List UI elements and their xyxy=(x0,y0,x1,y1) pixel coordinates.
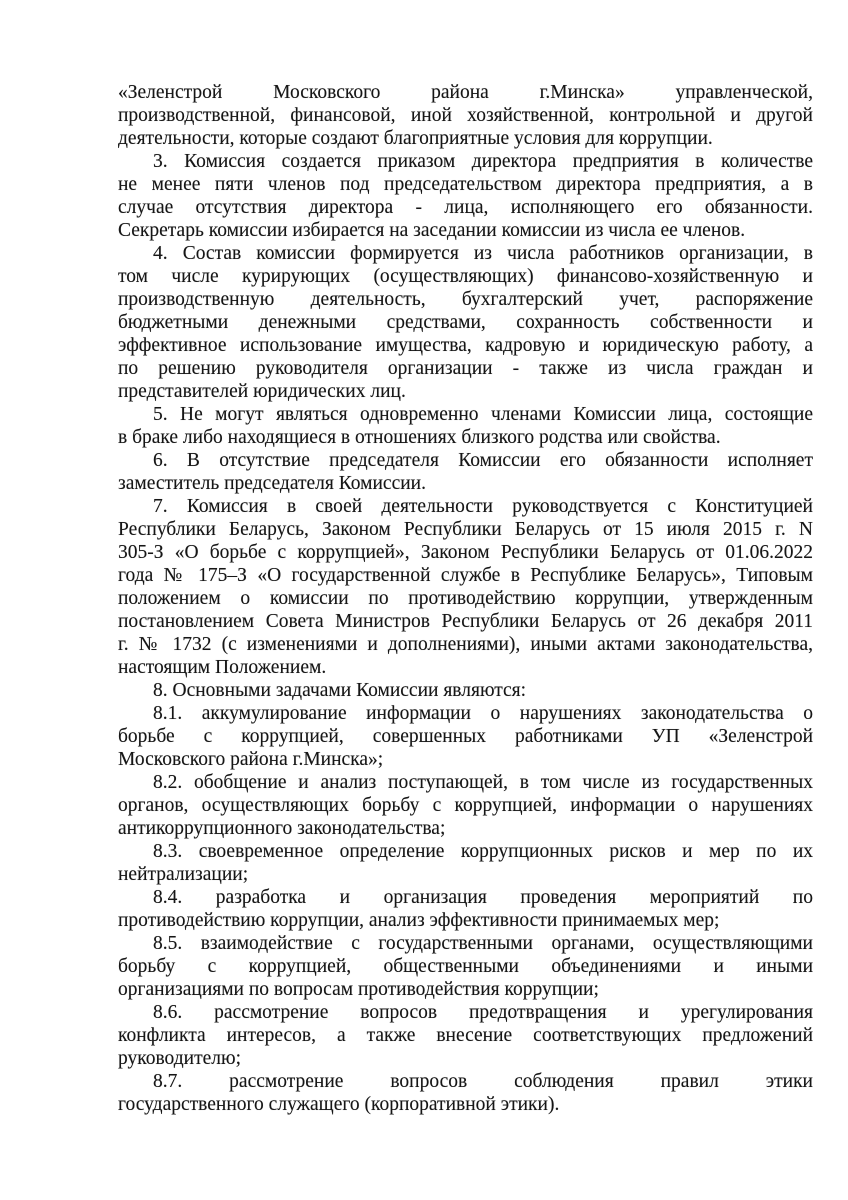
paragraph xyxy=(118,495,813,679)
text-line: постановлением Совета Министров Республики Беларусь от 26 декабря 2011 xyxy=(118,611,813,632)
text-line: 5. Не могут являться одновременно членами Комиссии лица, состоящие xyxy=(153,404,813,425)
paragraph xyxy=(118,1070,813,1116)
paragraph xyxy=(118,771,813,840)
text-line: года № 175–З «О государственной службе в Республике Беларусь», Типовым xyxy=(118,565,813,586)
text-line: 3. Комиссия создается приказом директора предприятия в количестве xyxy=(153,151,813,172)
text-line: в браке либо находящиеся в отношениях близкого родства или свойства. xyxy=(118,427,721,448)
text-line: том числе курирующих (осуществляющих) финансово-хозяйственную и xyxy=(118,266,813,287)
text-line: организациями по вопросам противодействия коррупции; xyxy=(118,979,599,1000)
paragraph xyxy=(118,81,813,150)
text-line: случае отсутствия директора - лица, исполняющего его обязанности. xyxy=(118,197,813,218)
paragraph xyxy=(118,932,813,1001)
text-line: производственной, финансовой, иной хозяйственной, контрольной и другой xyxy=(118,105,813,126)
paragraph xyxy=(118,886,813,932)
text-line: 8.7. рассмотрение вопросов соблюдения правил этики xyxy=(153,1071,813,1092)
text-line: борьбе с коррупцией, совершенных работниками УП «Зеленстрой xyxy=(118,726,813,747)
paragraph xyxy=(118,702,813,771)
text-line: 6. В отсутствие председателя Комиссии его обязанности исполняет xyxy=(153,450,813,471)
text-line: 8.5. взаимодействие с государственными органами, осуществляющими xyxy=(153,933,813,954)
text-line: 8.4. разработка и организация проведения мероприятий по xyxy=(153,887,813,908)
text-line: представителей юридических лиц. xyxy=(118,381,406,402)
text-line: конфликта интересов, а также внесение соответствующих предложений xyxy=(118,1025,813,1046)
text-line: заместитель председателя Комиссии. xyxy=(118,473,426,494)
text-line: 8.6. рассмотрение вопросов предотвращения и урегулирования xyxy=(153,1002,813,1023)
paragraph xyxy=(118,403,813,449)
text-line: руководителю; xyxy=(118,1048,241,1069)
text-line: по решению руководителя организации - также из числа граждан и xyxy=(118,358,813,379)
paragraph xyxy=(118,449,813,495)
text-line: положением о комиссии по противодействию коррупции, утвержденным xyxy=(118,588,813,609)
paragraph xyxy=(118,840,813,886)
paragraph xyxy=(118,242,813,403)
paragraph xyxy=(118,1001,813,1070)
text-line: не менее пяти членов под председательством директора предприятия, а в xyxy=(118,174,813,195)
text-line: Республики Беларусь, Законом Республики Беларусь от 15 июля 2015 г. N xyxy=(118,519,813,540)
text-line: 305-З «О борьбе с коррупцией», Законом Республики Беларусь от 01.06.2022 xyxy=(118,542,813,563)
text-line: органов, осуществляющих борьбу с коррупцией, информации о нарушениях xyxy=(118,795,813,816)
text-line: Секретарь комиссии избирается на заседании комиссии из числа ее членов. xyxy=(118,220,746,241)
text-line: производственную деятельность, бухгалтерский учет, распоряжение xyxy=(118,289,813,310)
text-line: 8.2. обобщение и анализ поступающей, в том числе из государственных xyxy=(153,772,813,793)
text-line: 8. Основными задачами Комиссии являются: xyxy=(153,680,527,701)
text-line: антикоррупционного законодательства; xyxy=(118,818,446,839)
text-line: нейтрализации; xyxy=(118,864,249,885)
text-line: деятельности, которые создают благоприятные условия для коррупции. xyxy=(118,128,713,149)
text-line: государственного служащего (корпоративной этики). xyxy=(118,1094,560,1115)
text-line: г. № 1732 (с изменениями и дополнениями), иными актами законодательства, xyxy=(118,634,813,655)
text-line: «Зеленстрой Московского района г.Минска» управленческой, xyxy=(118,82,813,103)
text-line: 8.1. аккумулирование информации о нарушениях законодательства о xyxy=(153,703,813,724)
text-line: 4. Состав комиссии формируется из числа работников организации, в xyxy=(153,243,813,264)
text-line: эффективное использование имущества, кадровую и юридическую работу, а xyxy=(118,335,813,356)
text-line: противодействию коррупции, анализ эффективности принимаемых мер; xyxy=(118,910,720,931)
paragraph xyxy=(118,679,813,702)
text-line: 8.3. своевременное определение коррупционных рисков и мер по их xyxy=(153,841,813,862)
text-line: Московского района г.Минска»; xyxy=(118,749,384,770)
document-text-block xyxy=(118,81,813,1116)
text-line: бюджетными денежными средствами, сохранность собственности и xyxy=(118,312,813,333)
text-line: борьбу с коррупцией, общественными объединениями и иными xyxy=(118,956,813,977)
text-line: 7. Комиссия в своей деятельности руководствуется с Конституцией xyxy=(153,496,813,517)
paragraph xyxy=(118,150,813,242)
text-line: настоящим Положением. xyxy=(118,657,327,678)
